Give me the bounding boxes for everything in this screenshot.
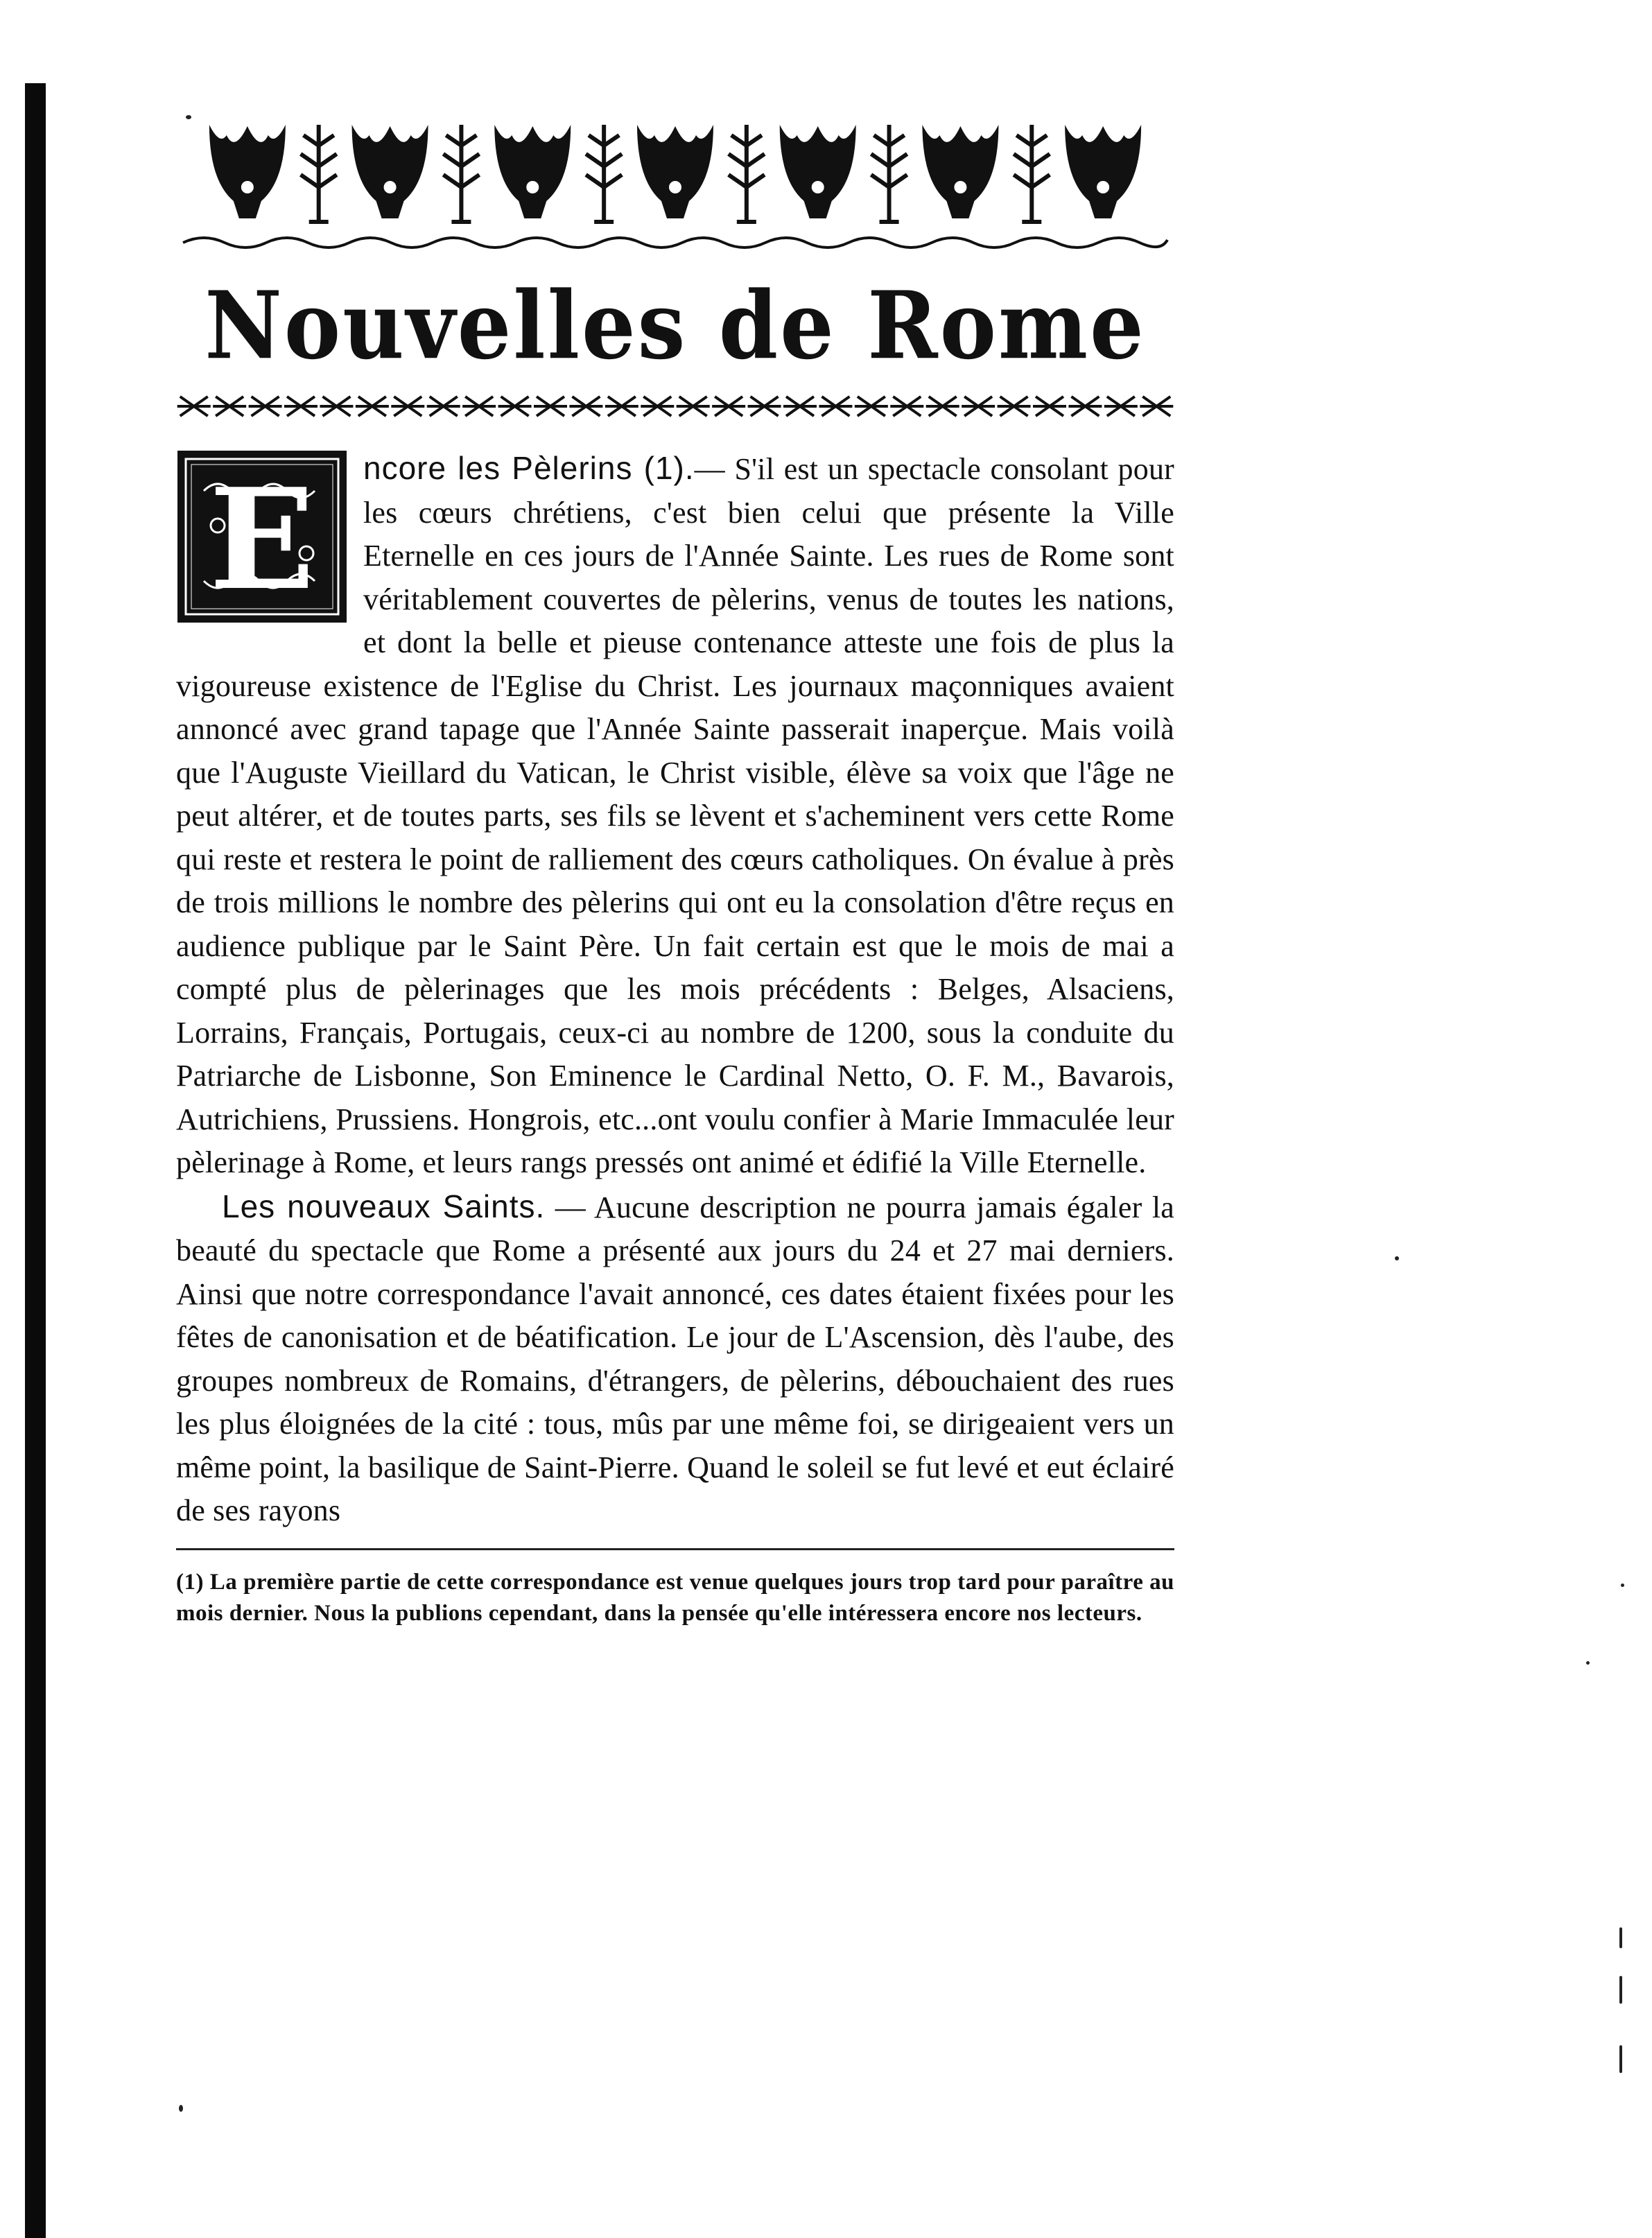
border-motif [1068,397,1102,416]
wavy-rule [183,238,1167,248]
paragraph-text: — Aucune description ne pourra jamais égaler la beauté du spectacle que Rome a présenté aux jours du 24 et 27 mai derniers. Ainsi que notre correspondance l'avait annoncé, ces dates étaient fixées pour les fêtes de canonisation et de béatification. Le jour de L'Ascension, dès l'aube, des groupes nombreux de Romains, d'étrangers, de pèlerins, débouchaient des rues les plus éloignées de la cité : tous, mûs par une même foi, se dirigeaient vers un même point, la basilique de Saint-Pierre. Quand le soleil se fut levé et eut éclairé de ses rayons [176,1190,1174,1527]
border-motif [926,397,959,416]
margin-speck [179,2105,183,2112]
tulip-ornament-dot [384,181,397,193]
decorative-border-strip [176,391,1174,422]
border-motif [462,397,496,416]
sprig-ornament [1014,125,1050,222]
border-motif [712,397,745,416]
paragraph-lead: Les nouveaux Saints. [222,1188,546,1224]
page-spine-shadow [25,83,46,2238]
page [176,97,1174,1629]
border-motif [890,397,923,416]
border-motif [284,397,318,416]
border-motif [855,397,888,416]
border-motif [783,397,817,416]
border-motif [1104,397,1138,416]
border-motif [819,397,852,416]
border-motifs [177,397,1174,416]
margin-speck [1586,1661,1590,1665]
tulip-ornament [1065,125,1141,218]
dropcap-letter: E [209,458,315,621]
border-motif [213,397,246,416]
tulip-ornament-row [209,125,1141,222]
tulip-ornament-dot [1097,181,1109,193]
border-motif [356,397,389,416]
border-motif [498,397,532,416]
tulip-ornament [352,125,428,218]
sprig-ornament [586,125,622,222]
page-title: Nouvelles de Rome [205,270,1146,381]
margin-speck [1619,1927,1622,1948]
tulip-ornament-dot [812,181,824,193]
border-motif [177,397,211,416]
sprig-ornament [729,125,765,222]
footnote-rule [176,1548,1174,1550]
paragraph-text: — S'il est un spectacle consolant pour les cœurs chrétiens, c'est bien celui que présente la Ville Eternelle en ces jours de l'Année Sainte. Les rues de Rome sont véritablement couvertes de pèlerins, venus de toutes les nations, et dont la belle et pieuse contenance atteste une fois de plus la vigoureuse existence de l'Eglise du Christ. Les journaux maçonniques avaient annoncé avec grand tapage que l'Année Sainte passerait inaperçue. Mais voilà que l'Auguste Vieillard du Vatican, le Christ visible, élève sa voix que l'âge ne peut altérer, et de toutes parts, ses fils se lèvent et s'acheminent vers cette Rome qui reste et restera le point de ralliement des cœurs catholiques. On évalue à près de trois millions le nombre des pèlerins qui ont eu la consolation d'être reçus en audience publique par le Saint Père. Un fait certain est que le mois de mai a compté plus de pèlerinages que les mois précédents : Belges, Alsaciens, Lorrains, Français, Portugais, ceux-ci au nombre de 1200, sous la conduite du Patriarche de Lisbonne, Son Eminence le Cardinal Netto, O. F. M., Bavarois, Autrichiens, Prussiens. Hongrois, etc...ont voulu confier à Marie Immaculée leur pèlerinage à Rome, et leurs rangs pressés ont animé et édifié la Ville Eternelle. [176,452,1174,1179]
sprig-ornament [443,125,479,222]
border-motif [677,397,710,416]
margin-speck [1619,1976,1622,2004]
border-motif [962,397,995,416]
border-motif [641,397,674,416]
tulip-ornament [922,125,998,218]
paragraph-new-saints [176,1185,1174,1533]
dropcap-ornament [176,449,348,624]
tulip-ornament [209,125,286,218]
paragraph-lead: ncore les Pèlerins (1). [363,450,695,486]
border-motif [391,397,424,416]
tulip-ornament [494,125,571,218]
article-body [176,446,1174,1533]
border-motif [427,397,460,416]
tulip-ornament-dot [954,181,966,193]
border-motif [748,397,781,416]
header-ornament-band [176,97,1174,257]
border-motif [605,397,638,416]
border-motif [1140,397,1173,416]
margin-speck [1395,1256,1399,1260]
margin-speck [1621,1584,1624,1587]
tulip-ornament-dot [241,181,254,193]
border-motif [534,397,567,416]
margin-speck [186,115,191,119]
border-motif [249,397,282,416]
tulip-ornament-dot [526,181,539,193]
border-motif [1033,397,1066,416]
border-motif [998,397,1031,416]
sprig-ornament [871,125,907,222]
border-motif [569,397,602,416]
tulip-ornament-dot [669,181,681,193]
margin-speck [1619,2045,1622,2073]
sprig-ornament [301,125,337,222]
tulip-ornament [637,125,713,218]
footnote: (1) La première partie de cette correspondance est venue quelques jours trop tard pour paraître au mois dernier. Nous la publions cependant, dans la pensée qu'elle intéressera encore nos lecteurs. [176,1569,1174,1626]
border-motif [320,397,353,416]
tulip-ornament [780,125,856,218]
